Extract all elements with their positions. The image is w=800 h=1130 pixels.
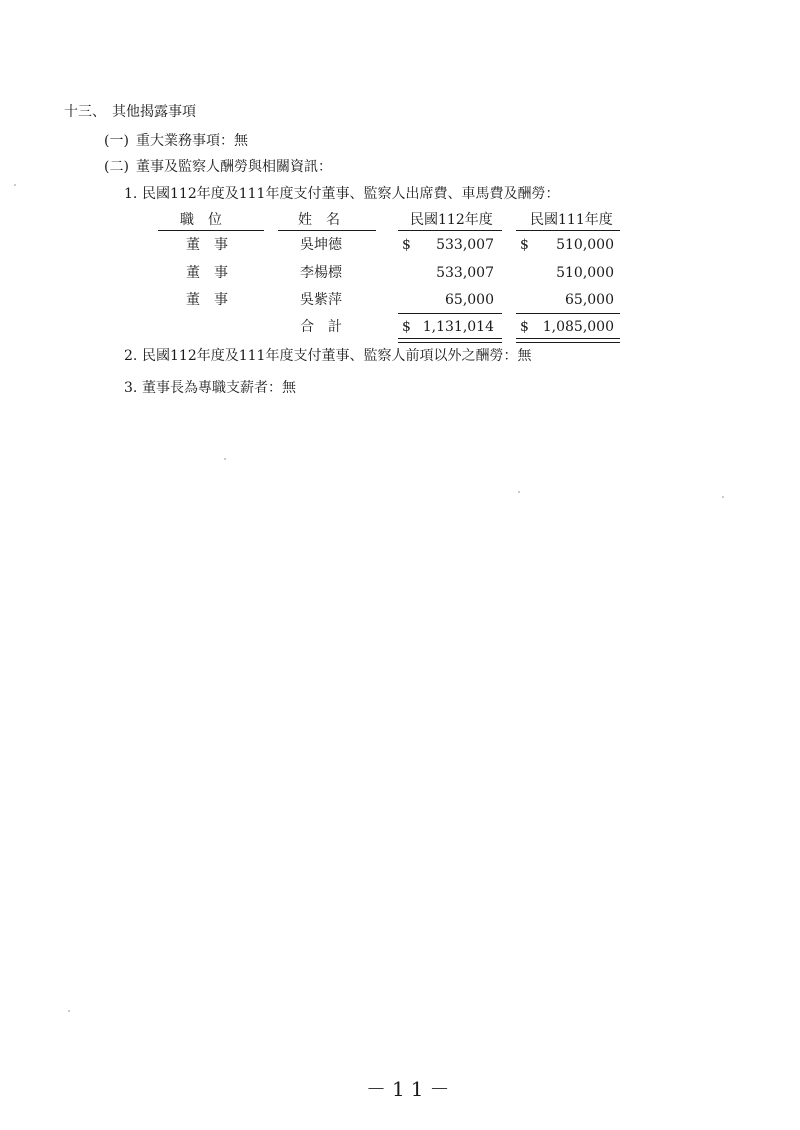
row-value-112: 533,007 bbox=[436, 265, 494, 281]
sub1-label: 1. bbox=[124, 186, 138, 202]
row-value-112: 65,000 bbox=[445, 292, 494, 308]
subtotal-rule-112 bbox=[398, 313, 502, 314]
row-name: 吳坤德 bbox=[300, 237, 342, 253]
total-value-111: 1,085,000 bbox=[542, 319, 614, 335]
total-currency-112: $ bbox=[402, 319, 411, 335]
section-number: 十三、 bbox=[64, 104, 106, 120]
total-double-rule-112 bbox=[398, 338, 502, 343]
section-title: 其他揭露事項 bbox=[112, 104, 196, 120]
item2-label: (二) bbox=[104, 159, 129, 175]
item1-text: 重大業務事項：無 bbox=[136, 133, 248, 149]
sub2-label: 2. bbox=[124, 348, 138, 364]
item2-text: 董事及監察人酬勞與相關資訊： bbox=[136, 159, 332, 175]
sub2-text: 民國112年度及111年度支付董事、監察人前項以外之酬勞：無 bbox=[142, 348, 532, 364]
row-value-111: 510,000 bbox=[556, 265, 614, 281]
total-double-rule-111 bbox=[516, 338, 620, 343]
sub3-label: 3. bbox=[124, 380, 138, 396]
header-y111: 民國111年度 bbox=[530, 212, 613, 228]
header-rule-position bbox=[158, 230, 264, 231]
total-label: 合 計 bbox=[300, 319, 342, 335]
sub1-text: 民國112年度及111年度支付董事、監察人出席費、車馬費及酬勞： bbox=[142, 186, 560, 202]
header-position: 職 位 bbox=[180, 212, 222, 228]
item1-label: (一) bbox=[104, 133, 129, 149]
row-name: 吳紫萍 bbox=[300, 292, 342, 308]
scan-speck bbox=[224, 458, 226, 460]
header-y112: 民國112年度 bbox=[410, 212, 493, 228]
row-position: 董 事 bbox=[186, 265, 228, 281]
row-position: 董 事 bbox=[186, 292, 228, 308]
row-value-111: 65,000 bbox=[565, 292, 614, 308]
total-value-112: 1,131,014 bbox=[422, 319, 494, 335]
sub3-text: 董事長為專職支薪者：無 bbox=[142, 380, 296, 396]
subtotal-rule-111 bbox=[516, 313, 620, 314]
row-currency-111: $ bbox=[520, 237, 529, 253]
row-value-112: 533,007 bbox=[436, 237, 494, 253]
header-rule-y112 bbox=[398, 230, 502, 231]
scan-speck bbox=[722, 496, 724, 498]
row-position: 董 事 bbox=[186, 237, 228, 253]
scan-speck bbox=[68, 1010, 70, 1012]
header-rule-y111 bbox=[516, 230, 620, 231]
total-currency-111: $ bbox=[520, 319, 529, 335]
header-rule-name bbox=[278, 230, 376, 231]
row-name: 李楊標 bbox=[300, 265, 342, 281]
row-value-111: 510,000 bbox=[556, 237, 614, 253]
page-number: －11－ bbox=[366, 1077, 456, 1101]
scan-speck bbox=[518, 491, 520, 493]
header-name: 姓 名 bbox=[298, 212, 340, 228]
scan-speck bbox=[14, 184, 16, 186]
row-currency-112: $ bbox=[402, 237, 411, 253]
